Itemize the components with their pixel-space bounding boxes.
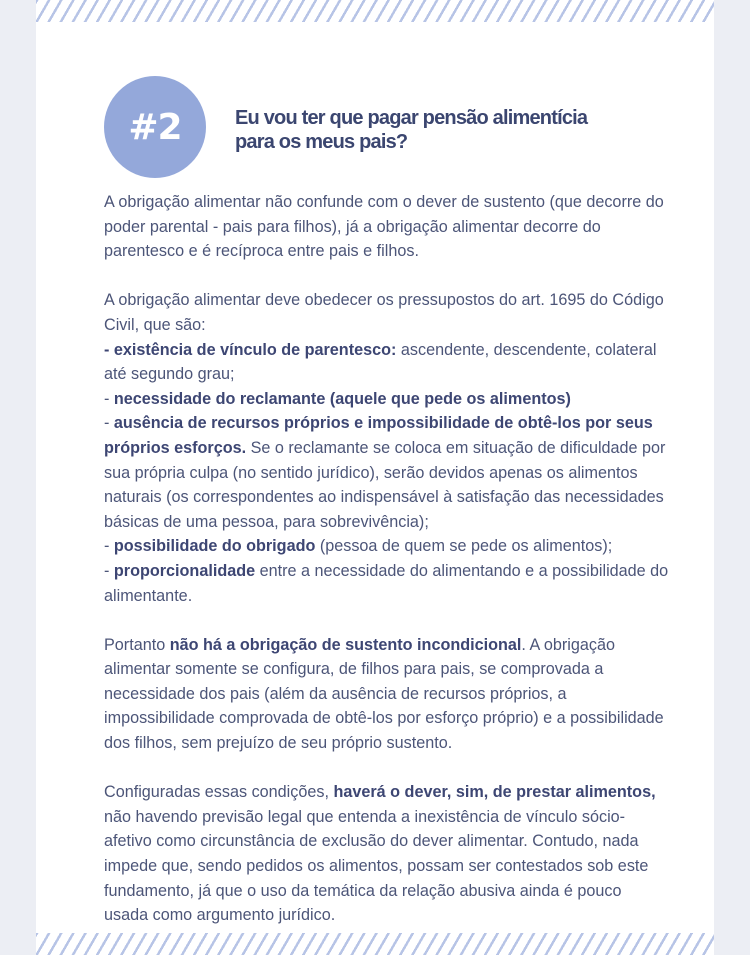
item-4-bullet: - [104, 537, 114, 556]
item-3-bullet: - [104, 414, 114, 433]
item-3-text: Se o reclamante se coloca em situação de dificuldade por sua própria culpa (no sentido jurídico), serão devidos apenas os alimentos naturais (os correspondentes ao indispensável à satisfação das necessidades básicas de uma pessoa, para sobrevivência); [104, 438, 666, 531]
requirements-intro: A obrigação alimentar deve obedecer os pressupostos do art. 1695 do Código Civil, que são: [104, 291, 664, 334]
section-heading [235, 106, 635, 154]
paragraph-3 [104, 633, 670, 756]
item-1-text: ascendente, descendente, colateral até segundo grau; [104, 340, 657, 384]
paragraph-1: A obrigação alimentar não confunde com o dever de sustento (que decorre do poder parental - pais para filhos), já a obrigação alimentar decorre do parentesco e é recíproca entre pais e filhos. [104, 193, 664, 261]
item-3-title: ausência de recursos próprios e impossibilidade de obtê-los por seus próprios esforços. [104, 414, 653, 457]
item-5-bullet: - [104, 561, 114, 580]
badge-number: #2 [128, 106, 182, 148]
section-number-badge [104, 76, 206, 178]
p3-bold: não há a obrigação de sustento incondicional [169, 635, 522, 654]
item-4-title: possibilidade do obrigado [113, 537, 316, 556]
top-stripe-border [36, 0, 714, 22]
p3-text-1: Portanto [104, 635, 170, 654]
item-1-title: existência de vínculo de parentesco: [113, 340, 397, 359]
item-5-text: entre a necessidade do alimentando e a possibilidade do alimentante. [104, 561, 669, 605]
article-body [104, 190, 670, 952]
p4-text-1: Configuradas essas condições, [104, 783, 334, 802]
paragraph-4 [104, 780, 670, 928]
heading-line-1: Eu vou ter que pagar pensão alimentícia [235, 107, 588, 129]
item-2-title: necessidade do reclamante (aquele que pede os alimentos) [113, 389, 571, 408]
item-1-bullet: - [104, 340, 114, 359]
paragraph-2 [104, 288, 670, 608]
p4-bold: haverá o dever, sim, de prestar alimentos, [333, 783, 656, 802]
item-5-title: proporcionalidade [113, 561, 256, 580]
p4-text-2: não havendo previsão legal que entenda a inexistência de vínculo sócio-afetivo como circunstância de exclusão do dever alimentar. Contudo, nada impede que, sendo pedidos os alimentos, possam ser contestados sob este fundamento, já que o uso da temática da relação abusiva ainda é pouco usada como argumento jurídico. [104, 807, 649, 925]
item-2-bullet: - [104, 389, 114, 408]
p3-text-2: . A obrigação alimentar somente se configura, de filhos para pais, se comprovada a necessidade dos pais (além da ausência de recursos próprios, a impossibilidade comprovada de obtê-los por esforço próprio) e a possibilidade dos filhos, sem prejuízo de seu próprio sustento. [104, 635, 664, 753]
item-4-text: (pessoa de quem se pede os alimentos); [315, 537, 613, 556]
heading-line-2: para os meus pais? [235, 131, 408, 153]
